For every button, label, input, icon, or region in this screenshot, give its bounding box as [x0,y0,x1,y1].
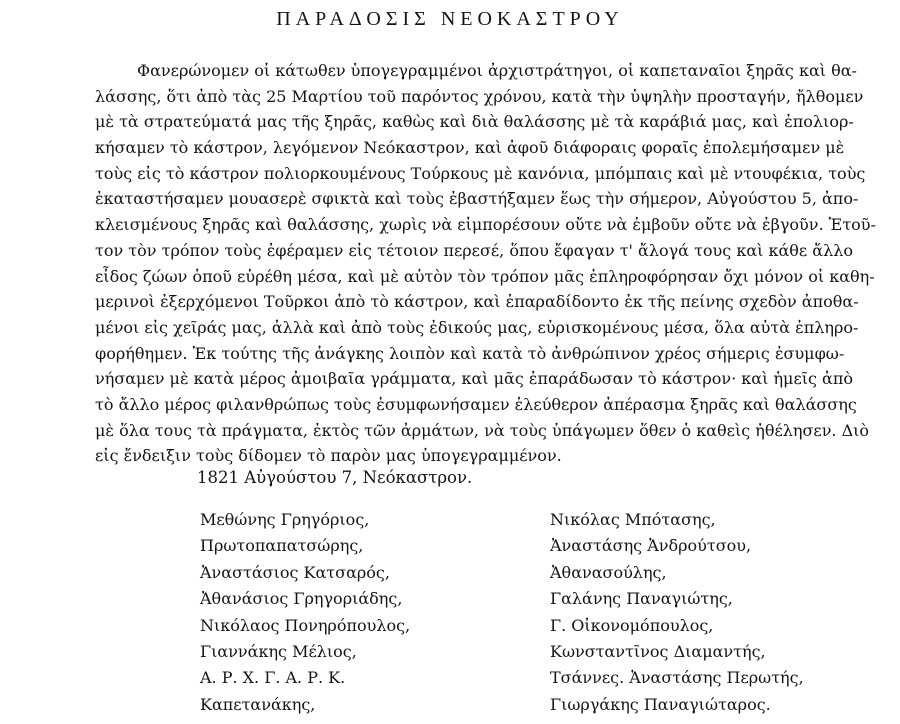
body-line: μένοι εἰς χεῖράς μας, ἀλλὰ καὶ ἀπὸ τοὺς ἐδικούς μας, εὑρισκομένους μέσα, ὅλα αὐτὰ ἐπληρο- [95,317,859,337]
body-line: τον τὸν τρόπον τοὺς ἐφέραμεν εἰς τέτοιον περεσέ, ὅπου ἔφαγαν τ' ἄλογά τους καὶ κάθε ἄλλο [95,240,854,260]
body-line: ἐκαταστήσαμεν μουασερὲ σφικτὰ καὶ τοὺς ἐβαστήξαμεν ἕως τὴν σήμερον, Αὐγούστου 5, ἀπο- [95,189,859,209]
signature: Ἀναστάσης Ἀνδρούτσου, [550,536,752,556]
signature: Γ. Οἰκονομόπουλος, [550,615,714,635]
signature: Νικόλαος Πονηρόπουλος, [200,615,411,635]
signature: Τσάννες. Ἀναστάσης Περωτής, [550,668,804,688]
signature: Γιωργάκης Παναγιώταρος. [550,694,771,714]
body-line: εἶδος ζώων ὁποῦ εὑρέθη μέσα, καὶ μὲ αὐτὸν τὸν τρόπον μᾶς ἐπληροφόρησαν ὄχι μόνον οἱ καθη- [95,266,875,286]
signature: Γαλάνης Παναγιώτης, [550,589,733,609]
body-line: τὸ ἄλλο μέρος φιλανθρώπως τοὺς ἐσυμφωνήσαμεν ἐλεύθερον ἀπέρασμα ξηρᾶς καὶ θαλάσσης [95,394,857,414]
body-line: μὲ τὰ στρατεύματά μας τῆς ξηρᾶς, καθὼς καὶ διὰ θαλάσσης μὲ τὰ καράβιά μας, καὶ ἐπολιορ- [95,112,854,132]
body-line: Φανερώνομεν οἱ κάτωθεν ὑπογεγραμμένοι ἀρχιστράτηγοι, οἱ καπεταναῖοι ξηρᾶς καὶ θα- [137,61,857,80]
signature: Ἀναστάσιος Κατσαρός, [200,562,390,582]
body-line: μερινοὶ ἐξερχόμενοι Τοῦρκοι ἀπὸ τὸ κάστρον, καὶ ἐπαραδίδοντο ἐκ τῆς πείνης σχεδὸν ἀποθα- [95,292,859,312]
dateline: 1821 Αὐγούστου 7, Νεόκαστρον. [197,468,473,487]
body-paragraph [95,58,895,469]
signature: Καπετανάκης, [200,694,316,714]
body-line: μὲ ὅλα τους τὰ πράγματα, ἐκτὸς τῶν ἀρμάτων, νὰ τοὺς ὑπάγωμεν ὅθεν ὁ καθεὶς ἠθέλησεν. Διὸ [95,420,870,440]
body-line: φορήθημεν. Ἐκ τούτης τῆς ἀνάγκης λοιπὸν καὶ κατὰ τὸ ἀνθρώπινον χρέος σήμερις ἐσυμφω- [95,343,845,363]
signature: Νικόλας Μπότασης, [550,510,716,529]
body-line: τοὺς εἰς τὸ κάστρον πολιορκουμένους Τούρκους μὲ κανόνια, μπόμπαις καὶ μὲ ντουφέκια, τοὺς [95,163,866,183]
body-line: λάσσης, ὅτι ἀπὸ τὰς 25 Μαρτίου τοῦ παρόντος χρόνου, κατὰ τὴν ὑψηλὴν προσταγήν, ἤλθομεν [95,86,864,106]
body-line: νήσαμεν μὲ κατὰ μέρος ἀμοιβαῖα γράμματα, καὶ μᾶς ἐπαράδωσαν τὸ κάστρον· καὶ ἡμεῖς ἀπὸ [95,369,854,389]
signature: Κωνσταντῖνος Διαμαντής, [550,641,766,661]
signature: Μεθώνης Γρηγόριος, [200,510,370,529]
signature: Α. Ρ. Χ. Γ. Α. Ρ. Κ. [200,668,346,688]
document-title: ΠΑΡΑΔΟΣΙΣ ΝΕΟΚΑΣΤΡΟΥ [276,8,624,30]
body-line: κλεισμένους ξηρᾶς καὶ θαλάσσης, χωρὶς νὰ εἰμπορέσουν οὔτε νὰ ἐμβοῦν οὔτε νὰ ἐβγοῦν. Ἐτοῦ- [95,215,876,235]
signature: Πρωτοπαπατσώρης, [200,536,364,556]
signatures-left-column [200,507,410,718]
body-line: εἰς ἔνδειξιν τοὺς δίδομεν τὸ παρὸν μας ὑπογεγραμμένον. [95,446,562,466]
signatures-right-column [550,507,804,718]
body-line: κήσαμεν τὸ κάστρον, λεγόμενον Νεόκαστρον, καὶ ἀφοῦ διάφοραις φοραῖς ἐπολεμήσαμεν μὲ [95,138,845,158]
signature: Ἀθανάσιος Γρηγοριάδης, [200,589,403,609]
signature: Γιαννάκης Μέλιος, [200,641,357,661]
signature: Ἀθανασούλης, [550,562,667,582]
